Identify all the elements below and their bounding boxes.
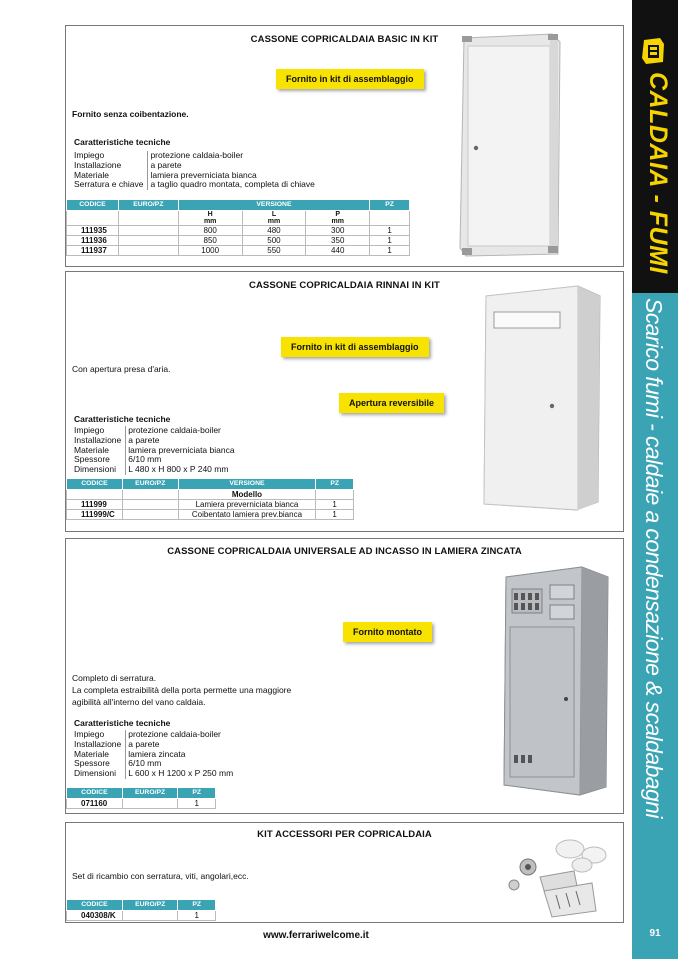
product-image-basic	[456, 32, 566, 260]
spec-key: Dimensioni	[74, 769, 126, 779]
spec-value: a taglio quadro montata, completa di chiave	[150, 179, 315, 190]
section-basic-kit	[65, 25, 624, 267]
spec-key: Impiego	[74, 151, 148, 161]
col-euro: EURO/PZ	[122, 479, 178, 490]
col-euro: EURO/PZ	[122, 788, 178, 799]
specs-title: Caratteristiche tecniche	[74, 718, 171, 728]
spec-key: Installazione	[74, 740, 126, 750]
specs-table	[74, 730, 235, 779]
badge-montato: Fornito montato	[343, 622, 432, 642]
col-codice: CODICE	[67, 788, 123, 799]
badge-kit: Fornito in kit di assemblaggio	[276, 69, 424, 89]
spec-key: Materiale	[74, 171, 148, 181]
sidebar	[632, 0, 678, 959]
section-description: Set di ricambio con serratura, viti, angolari,ecc.	[72, 871, 249, 881]
table-row: 040308/K 1	[67, 911, 216, 921]
spec-value: L 600 x H 1200 x P 250 mm	[128, 768, 234, 779]
product-image-universale	[496, 559, 616, 799]
section-title: CASSONE COPRICALDAIA UNIVERSALE AD INCASSO IN LAMIERA ZINCATA	[167, 546, 522, 557]
product-table	[66, 199, 410, 256]
spec-key: Spessore	[74, 759, 126, 769]
badge-reversibile: Apertura reversibile	[339, 393, 444, 413]
spec-key: Impiego	[74, 730, 126, 740]
spec-value: a parete	[128, 738, 160, 749]
spec-key: Serratura e chiave	[74, 180, 148, 190]
spec-value: 6/10 mm	[128, 758, 162, 769]
section-kit-accessori	[65, 822, 624, 923]
product-table	[66, 787, 216, 809]
spec-value: 6/10 mm	[128, 454, 162, 465]
col-pz: PZ	[178, 788, 216, 799]
product-image-rinnai	[474, 282, 606, 514]
spec-value: a parete	[150, 159, 182, 170]
section-description-line: Completo di serratura.	[72, 673, 157, 683]
col-codice: CODICE	[67, 479, 123, 490]
spec-key: Materiale	[74, 750, 126, 760]
spec-key: Installazione	[74, 161, 148, 171]
category-icon	[638, 36, 668, 66]
sub-p: P mm	[306, 211, 370, 226]
footer-url[interactable]: www.ferrariwelcome.it	[263, 930, 369, 941]
spec-key: Installazione	[74, 436, 126, 446]
spec-key: Materiale	[74, 446, 126, 456]
sub-modello: Modello	[178, 490, 316, 500]
spec-value: protezione caldaia-boiler	[128, 729, 221, 739]
col-versione: VERSIONE	[178, 200, 369, 211]
specs-title: Caratteristiche tecniche	[74, 137, 171, 147]
col-pz: PZ	[316, 479, 354, 490]
sidebar-subtitle: Scarico fumi - caldaie a condensazione & scaldabagni	[641, 298, 667, 818]
spec-value: lamiera zincata	[128, 748, 186, 759]
spec-value: a parete	[128, 434, 160, 445]
specs-table	[74, 151, 317, 190]
product-table	[66, 478, 354, 520]
spec-value: protezione caldaia-boiler	[128, 425, 221, 435]
spec-value: L 480 x H 800 x P 240 mm	[128, 464, 229, 475]
col-pz: PZ	[370, 200, 410, 211]
page-number: 91	[649, 928, 661, 939]
product-table	[66, 899, 216, 921]
section-rinnai-kit	[65, 271, 624, 532]
col-euro: EURO/PZ	[118, 200, 178, 211]
spec-value: lamiera preverniciata bianca	[150, 169, 257, 180]
sidebar-category: CALDAIA - FUMI	[644, 72, 672, 274]
specs-title: Caratteristiche tecniche	[74, 414, 171, 424]
table-row: 111999/C Coibentato lamiera prev.bianca 1	[67, 510, 354, 520]
specs-table	[74, 426, 237, 475]
section-title: KIT ACCESSORI PER COPRICALDAIA	[257, 829, 432, 840]
section-description: Fornito senza coibentazione.	[72, 109, 189, 119]
table-row: 071160 1	[67, 799, 216, 809]
table-row: 111999 Lamiera preverniciata bianca 1	[67, 500, 354, 510]
spec-key: Spessore	[74, 455, 126, 465]
product-image-accessori	[500, 831, 610, 921]
col-codice: CODICE	[67, 900, 123, 911]
spec-value: protezione caldaia-boiler	[150, 150, 244, 160]
badge-kit: Fornito in kit di assemblaggio	[281, 337, 429, 357]
table-row: 111935 800 480 300 1	[67, 226, 410, 236]
spec-value: lamiera preverniciata bianca	[128, 444, 235, 455]
col-pz: PZ	[178, 900, 216, 911]
section-title: CASSONE COPRICALDAIA BASIC IN KIT	[250, 34, 439, 45]
sub-h: H mm	[178, 211, 242, 226]
table-row: 111936 850 500 350 1	[67, 236, 410, 246]
section-universale	[65, 538, 624, 814]
section-description-line: La completa estraibilità della porta permette una maggiore	[72, 685, 292, 695]
spec-key: Dimensioni	[74, 465, 126, 475]
section-description-line: agibilità all'interno del vano caldaia.	[72, 697, 206, 707]
sub-l: L mm	[242, 211, 306, 226]
col-versione: VERSIONE	[178, 479, 316, 490]
col-codice: CODICE	[67, 200, 119, 211]
spec-key: Impiego	[74, 426, 126, 436]
section-description: Con apertura presa d'aria.	[72, 364, 171, 374]
section-title: CASSONE COPRICALDAIA RINNAI IN KIT	[249, 280, 440, 291]
table-row: 111937 1000 550 440 1	[67, 246, 410, 256]
col-euro: EURO/PZ	[122, 900, 178, 911]
